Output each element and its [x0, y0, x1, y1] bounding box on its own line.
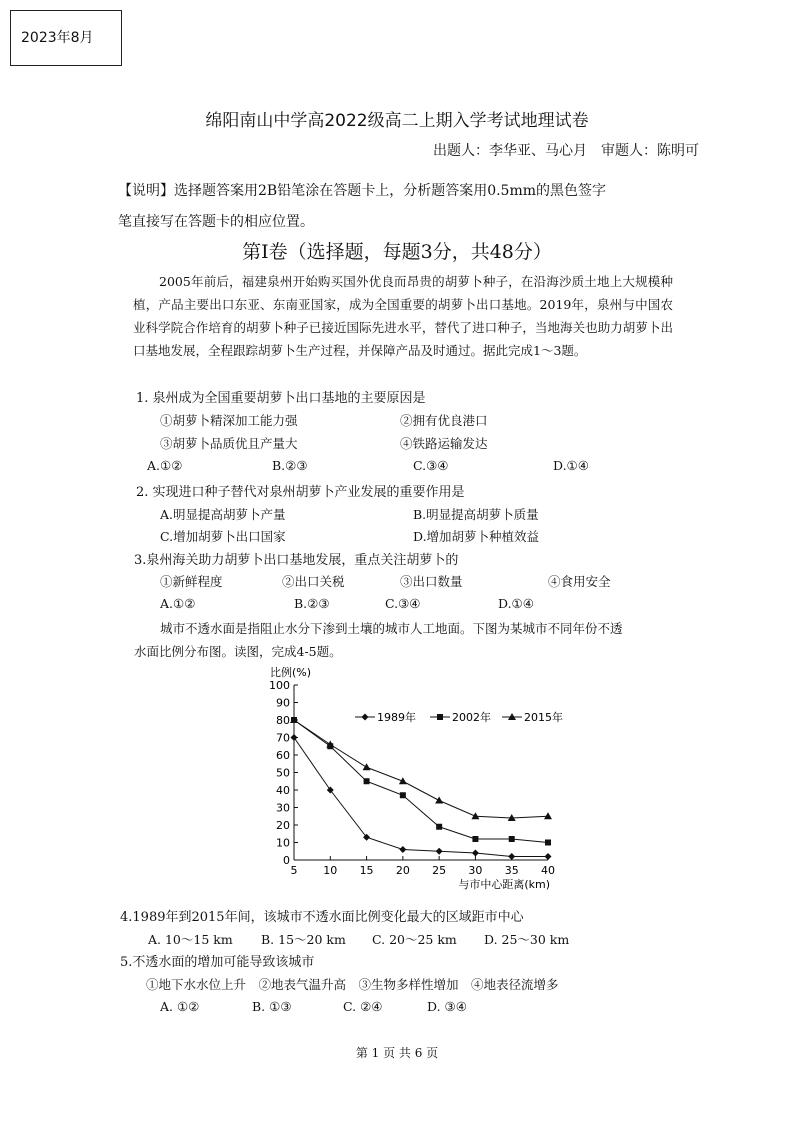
data-point [291, 734, 298, 741]
q1-option-c: C.③④ [413, 458, 449, 473]
q3-option-a: A.①② [160, 596, 196, 611]
q3-item-1: ①新鲜程度 [160, 574, 223, 589]
instructions-line-2: 笔直接写在答题卡的相应位置。 [118, 214, 314, 230]
legend-marker [362, 714, 369, 721]
x-tick-label: 30 [468, 864, 483, 877]
q4-option-b: B. 15～20 km [261, 932, 346, 947]
legend-label: 2002年 [452, 711, 491, 724]
data-point [544, 812, 552, 819]
q3-item-2: ②出口关税 [282, 574, 345, 589]
passage-1 [133, 270, 673, 362]
y-tick-label: 80 [276, 714, 290, 727]
q1-option-b: B.②③ [272, 458, 308, 473]
chart-series [290, 716, 552, 860]
q3-option-c: C.③④ [385, 596, 421, 611]
x-tick-label: 10 [323, 864, 338, 877]
data-point [435, 797, 443, 804]
section-heading: 第Ⅰ卷（选择题，每题3分，共48分） [242, 241, 552, 263]
q2-option-c: C.增加胡萝卜出口国家 [160, 529, 286, 544]
y-tick-label: 20 [276, 819, 290, 832]
data-point [363, 763, 371, 770]
q1-item-2: ②拥有优良港口 [400, 413, 488, 428]
series-line-2 [294, 720, 548, 843]
q3-item-4: ④食用安全 [548, 574, 611, 589]
y-tick-label: 90 [276, 696, 290, 710]
data-point [472, 850, 479, 857]
passage-1-text: 2005年前后，福建泉州开始购买国外优良而昂贵的胡萝卜种子，在沿海沙质土地上大规模种植，产品主要出口东亚、东南亚国家，成为全国重要的胡萝卜出口基地。2019年，泉州与中国农业科学院合作培育的胡萝卜种子已接近国际先进水平，替代了进口种子，当地海关也助力胡萝卜出口基地发展，全程跟踪胡萝卜生产过程，并保障产品及时通过。据此完成1～3题。 [133, 274, 673, 358]
x-tick-label: 25 [432, 864, 447, 877]
data-point [508, 853, 515, 860]
instructions-note [118, 176, 678, 238]
y-tick-label: 30 [276, 801, 290, 815]
q2-stem: 2. 实现进口种子替代对泉州胡萝卜产业发展的重要作用是 [136, 485, 465, 500]
data-point [399, 846, 406, 853]
data-point [509, 836, 515, 842]
page-footer: 第 1 页 共 6 页 [355, 1046, 439, 1060]
data-point [364, 778, 370, 784]
q5-option-d: D. ③④ [427, 999, 467, 1014]
passage-2-line-1: 城市不透水面是指阻止水分下渗到土壤的城市人工地面。下图为某城市不同年份不透 [160, 621, 623, 636]
q4-stem: 4.1989年到2015年间，该城市不透水面比例变化最大的区域距市中心 [120, 910, 524, 925]
q5-stem: 5.不透水面的增加可能导致该城市 [120, 955, 315, 970]
legend-label: 1989年 [377, 711, 416, 724]
q3-item-3: ③出口数量 [400, 574, 463, 589]
y-tick-label: 60 [276, 749, 290, 762]
y-tick-label: 70 [276, 731, 290, 745]
series-line-3 [294, 720, 548, 818]
x-tick-label: 40 [541, 864, 555, 877]
q1-item-3: ③胡萝卜品质优且产量大 [160, 436, 298, 451]
passage-2-line-2: 水面比例分布图。读图，完成4-5题。 [134, 644, 342, 659]
y-tick-label: 40 [276, 784, 290, 797]
date-box [10, 10, 122, 66]
q2-option-b: B.明显提高胡萝卜质量 [413, 507, 539, 522]
q5-items: ①地下水水位上升 ②地表气温升高 ③生物多样性增加 ④地表径流增多 [146, 977, 559, 992]
authors-line: 出题人：李华亚、马心月 审题人：陈明可 [433, 143, 699, 159]
data-point [545, 853, 552, 860]
q4-option-a: A. 10～15 km [148, 932, 233, 947]
q1-option-a: A.①② [147, 458, 183, 473]
q2-option-a: A.明显提高胡萝卜产量 [160, 507, 286, 522]
q1-stem: 1. 泉州成为全国重要胡萝卜出口基地的主要原因是 [136, 391, 426, 406]
x-axis-title: 与市中心距离(km) [458, 878, 550, 891]
data-point [472, 836, 478, 842]
x-tick-label: 15 [359, 864, 374, 877]
y-axis-title: 比例(%) [270, 666, 312, 679]
q3-option-d: D.①④ [498, 596, 534, 611]
q4-option-c: C. 20～25 km [372, 932, 457, 947]
data-point [399, 777, 407, 784]
q5-option-b: B. ①③ [252, 999, 292, 1014]
impervious-surface-chart [260, 660, 570, 895]
data-point [400, 792, 406, 798]
exam-title: 绵阳南山中学高2022级高二上期入学考试地理试卷 [205, 111, 589, 131]
q5-option-a: A. ①② [160, 999, 200, 1014]
q1-item-4: ④铁路运输发达 [400, 436, 488, 451]
data-point [436, 848, 443, 855]
x-tick-label: 20 [395, 864, 410, 877]
chart-legend [355, 710, 563, 724]
q5-option-c: C. ②④ [343, 999, 383, 1014]
q1-option-d: D.①④ [553, 458, 589, 473]
data-point [471, 812, 479, 819]
q1-item-1: ①胡萝卜精深加工能力强 [160, 413, 298, 428]
instructions-line-1: 【说明】选择题答案用2B铅笔涂在答题卡上，分析题答案用0.5mm的黑色签字 [118, 183, 607, 199]
legend-label: 2015年 [524, 711, 563, 724]
q3-stem: 3.泉州海关助力胡萝卜出口基地发展，重点关注胡萝卜的 [134, 553, 459, 568]
q2-option-d: D.增加胡萝卜种植效益 [413, 529, 540, 544]
y-tick-label: 50 [276, 766, 290, 780]
y-tick-label: 10 [276, 836, 290, 850]
x-tick-label: 35 [504, 864, 519, 877]
legend-marker [437, 714, 443, 720]
x-tick-label: 5 [290, 864, 298, 877]
date-label: 2023年8月 [21, 30, 94, 46]
y-tick-label: 0 [283, 854, 290, 867]
y-tick-label: 100 [269, 679, 290, 692]
q3-option-b: B.②③ [294, 596, 330, 611]
data-point [545, 840, 551, 846]
data-point [436, 824, 442, 830]
q4-option-d: D. 25～30 km [484, 932, 570, 947]
